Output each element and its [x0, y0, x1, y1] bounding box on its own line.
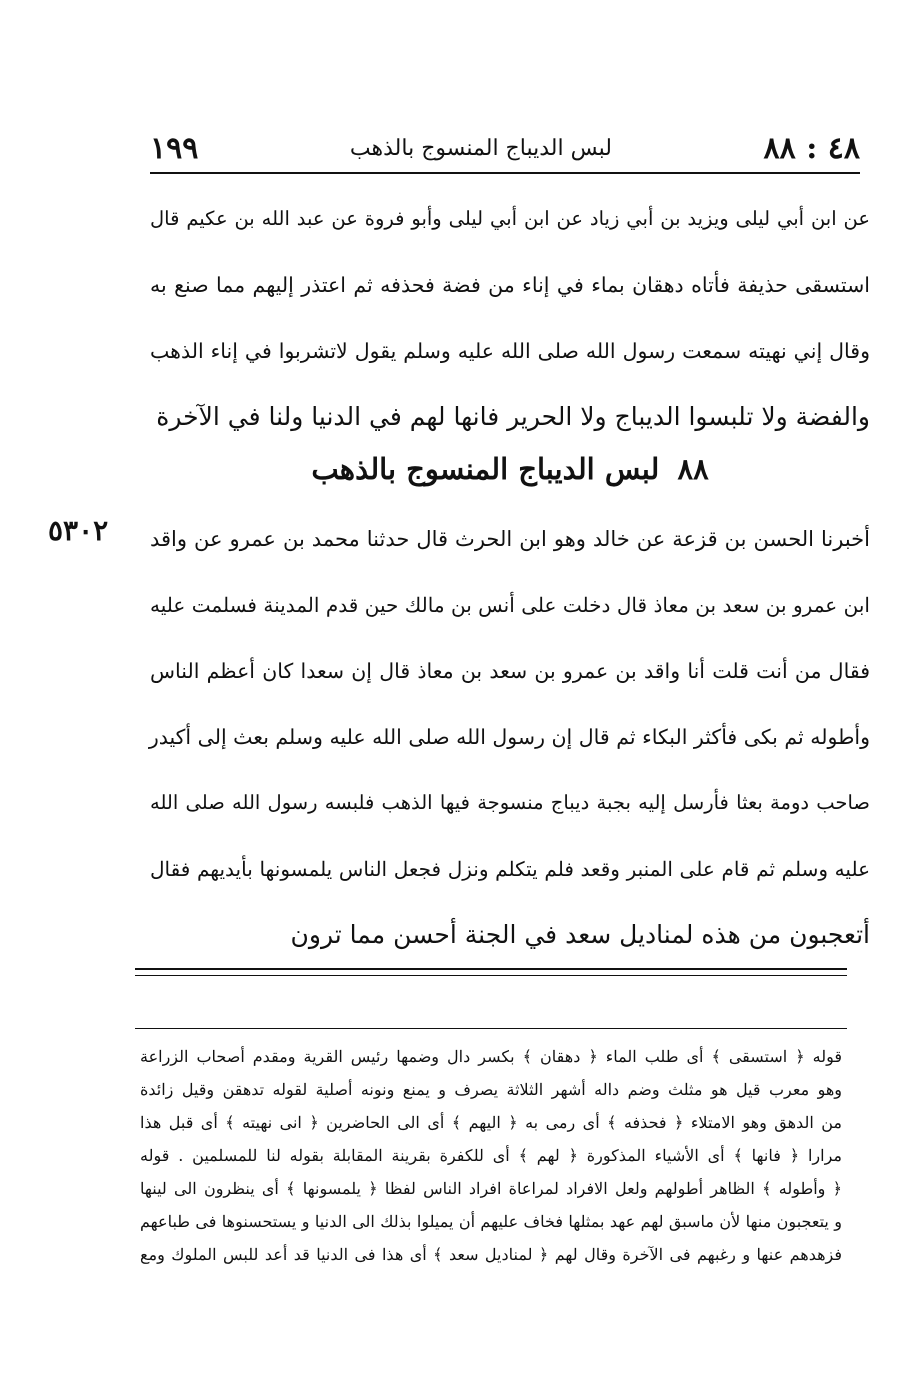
text-line: والفضة ولا تلبسوا الديباج ولا الحرير فانها لهم في الدنيا ولنا في الآخرة — [156, 402, 870, 431]
footnote-line: و يتعجبون منها لأن ماسبق لهم عهد بمثلها فخاف عليهم أن يميلوا بذلك الى الدنيا و يستحسنوها فى طباعهم — [140, 1212, 842, 1231]
footnote-line: من الدهق وهو الامتلاء ﴿ فحذفه ﴾ أى رمى به ﴿ اليهم ﴾ أى الى الحاضرين ﴿ انى نهيته ﴾ أى قبل هذا — [140, 1113, 842, 1132]
page-number: ١٩٩ — [150, 130, 199, 166]
end-divider — [135, 975, 847, 976]
text-line: ابن عمرو بن سعد بن معاذ قال دخلت على أنس بن مالك حين قدم المدينة فسلمت عليه — [150, 593, 870, 617]
section-reference: ٤٨ : ٨٨ — [763, 130, 860, 166]
footnotes — [140, 1040, 842, 1271]
text-line: وقال إني نهيته سمعت رسول الله صلى الله عليه وسلم يقول لاتشربوا في إناء الذهب — [150, 339, 870, 363]
footnote-line: فزهدهم عنها و رغبهم فى الآخرة وقال لهم ﴿ لمناديل سعد ﴾ أى هذا فى الدنيا قد أعد للبس الملوك ومع — [140, 1245, 843, 1264]
end-divider — [135, 968, 847, 970]
text-line: أتعجبون من هذه لمناديل سعد في الجنة أحسن مما ترون — [290, 920, 870, 949]
chapter-heading — [150, 452, 870, 486]
text-line: صاحب دومة بعثا فأرسل إليه بجبة ديباج منسوجة فيها الذهب فلبسه رسول الله صلى الله — [150, 791, 870, 814]
footnote-divider — [135, 1028, 847, 1029]
text-line: أخبرنا الحسن بن قزعة عن خالد وهو ابن الحرث قال حدثنا محمد بن عمرو عن واقد — [150, 527, 870, 551]
hadith-text — [150, 506, 870, 968]
footnote-line: مرارا ﴿ فانها ﴾ أى الأشياء المذكورة ﴿ لهم ﴾ أى للكفرة بقرينة المقابلة بقوله لنا للمسلمين . قوله — [140, 1146, 843, 1165]
text-line: عليه وسلم ثم قام على المنبر وقعد فلم يتكلم ونزل فجعل الناس يلمسونها بأيديهم فقال — [150, 857, 870, 881]
footnote-line: قوله ﴿ استسقى ﴾ أى طلب الماء ﴿ دهقان ﴾ بكسر دال وضمها رئيس القرية ومقدم أصحاب الزراعة — [140, 1047, 843, 1066]
hadith-continuation — [150, 186, 870, 450]
chapter-title: لبس الديباج المنسوج بالذهب — [311, 452, 660, 486]
header-divider — [150, 172, 860, 174]
footnote-line: وهو معرب قيل هو مثلث وضم داله أشهر الثلاثة يصرف و يمنع ونونه أصلية لقوله تدهقن وقيل زائدة — [140, 1080, 842, 1099]
page-header — [150, 126, 860, 170]
chapter-number: ٨٨ — [677, 452, 709, 486]
text-line: استسقى حذيفة فأتاه دهقان بماء في إناء من فضة فحذفه ثم اعتذر إليهم مما صنع به — [150, 273, 870, 297]
hadith-number: ٥٣٠٢ — [48, 514, 109, 547]
running-title: لبس الديباج المنسوج بالذهب — [349, 135, 612, 161]
footnote-line: ﴿ وأطوله ﴾ الظاهر أطولهم ولعل الافراد لمراعاة افراد الناس لفظا ﴿ يلمسونها ﴾ أى ينظرون الى لينها — [140, 1179, 842, 1198]
text-line: وأطوله ثم بكى فأكثر البكاء ثم قال إن رسول الله صلى الله عليه وسلم بعث إلى أكيدر — [148, 725, 870, 749]
text-line: فقال من أنت قلت أنا واقد بن عمرو بن سعد بن معاذ قال إن سعدا كان أعظم الناس — [150, 659, 870, 683]
text-line: عن ابن أبي ليلى ويزيد بن أبي زياد عن ابن أبي ليلى وأبو فروة عن عبد الله بن عكيم قال — [150, 207, 870, 230]
